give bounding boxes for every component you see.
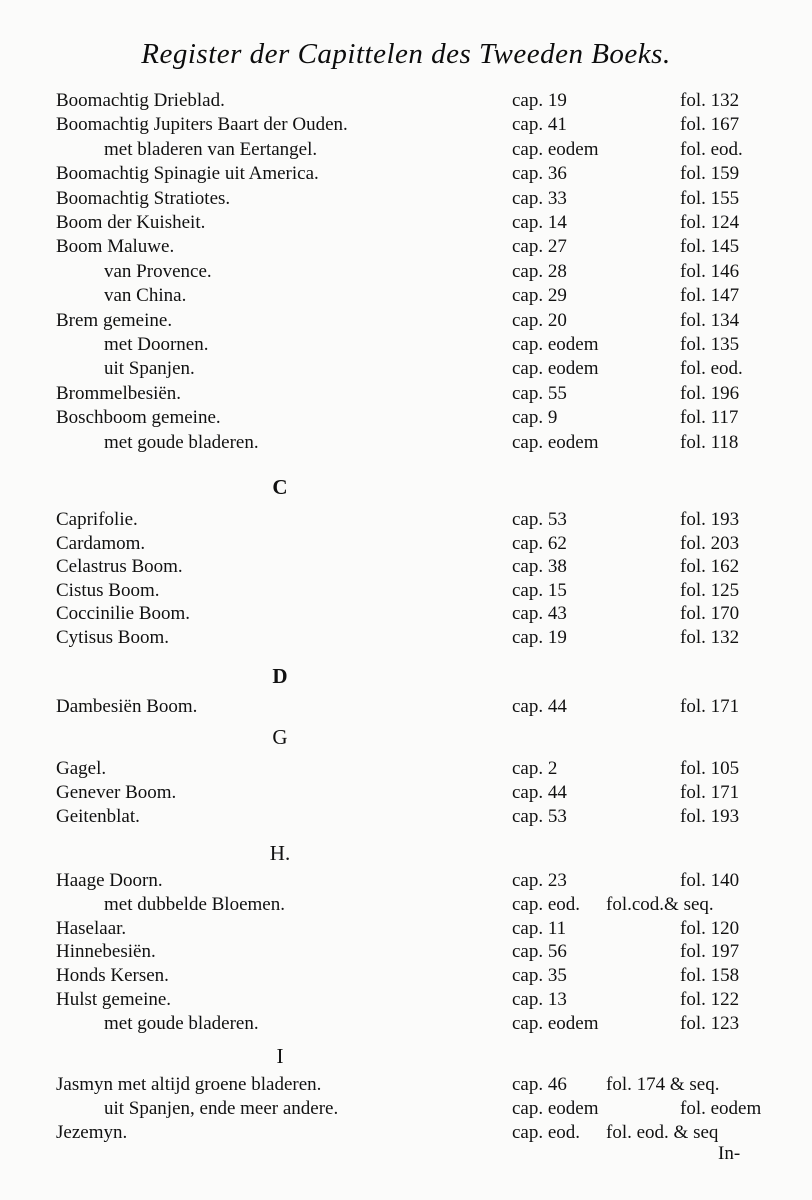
entry-folio: fol. 118: [680, 431, 739, 453]
entry-name: Caprifolie.: [56, 509, 138, 530]
entry-name: met bladeren van Eertangel.: [104, 138, 318, 160]
entry-folio: fol. 146: [680, 260, 740, 282]
entry-name: Gagel.: [56, 758, 107, 779]
entry-folio: fol. 134: [680, 309, 740, 331]
entry-folio: fol. 132: [680, 627, 740, 648]
entry-folio: fol. eod.: [680, 138, 743, 160]
register-entry-row: [0, 602, 812, 626]
register-entry-row: [0, 555, 812, 579]
register-entry-row: [0, 406, 812, 430]
entry-chapter: cap. 53: [512, 806, 567, 828]
register-entry-row: [0, 1121, 812, 1145]
entry-name: met goude bladeren.: [104, 431, 259, 453]
entry-chapter: cap. 56: [512, 941, 567, 963]
entry-chapter: cap. eodem: [512, 431, 599, 453]
entry-name: Geitenblat.: [56, 806, 140, 828]
section-letter-heading: H.: [269, 841, 291, 865]
entry-folio: fol. 203: [680, 532, 740, 554]
entry-folio: fol. 140: [680, 870, 740, 891]
entry-chapter: cap. eod.: [512, 893, 581, 915]
entry-chapter: cap. 23: [512, 870, 567, 891]
entry-folio: fol. 123: [680, 1012, 740, 1034]
entry-name: Jasmyn met altijd groene bladeren.: [56, 1074, 322, 1095]
entry-name: met Doornen.: [104, 334, 209, 355]
register-subentry-row: [0, 284, 812, 308]
entry-name: Genever Boom.: [56, 782, 177, 804]
entry-chapter: cap. 27: [512, 236, 567, 258]
register-entry-row: [0, 869, 812, 893]
page-title: Register der Capittelen des Tweeden Boeks.: [141, 38, 671, 70]
section-letter-heading: G: [272, 725, 288, 749]
entry-chapter: cap. 35: [512, 965, 567, 987]
entry-name: Boomachtig Stratiotes.: [56, 187, 231, 209]
entry-chapter: cap. 53: [512, 509, 567, 530]
entry-chapter: cap. eod.: [512, 1122, 581, 1143]
entry-chapter: cap. 19: [512, 90, 567, 111]
entry-chapter: cap. 9: [512, 407, 558, 429]
entry-folio: fol. 162: [680, 556, 740, 578]
entry-chapter: cap. 44: [512, 782, 567, 804]
entry-folio: fol. 132: [680, 90, 740, 111]
entry-chapter: cap. 38: [512, 556, 567, 578]
register-entry-row: [0, 235, 812, 259]
register-entry-row: [0, 964, 812, 988]
register-subentry-row: [0, 260, 812, 284]
entry-chapter: cap. eodem: [512, 138, 599, 160]
register-entry-row: [0, 917, 812, 941]
entry-folio: fol. 171: [680, 782, 740, 804]
entry-chapter: cap. 46: [512, 1074, 567, 1095]
entry-folio: fol. 125: [680, 579, 740, 601]
entry-folio: fol. 147: [680, 285, 740, 307]
entry-folio: fol. 120: [680, 917, 740, 939]
register-entry-row: [0, 382, 812, 406]
entry-chapter: cap. eodem: [512, 358, 599, 380]
entry-name: van Provence.: [104, 260, 212, 282]
register-entry-row: [0, 162, 812, 186]
entry-chapter: cap. 14: [512, 212, 567, 233]
entry-chapter: cap. 2: [512, 758, 558, 779]
entry-chapter: cap. 20: [512, 309, 567, 331]
entry-name: Coccinilie Boom.: [56, 603, 191, 625]
entry-name: Cistus Boom.: [56, 579, 160, 601]
entry-chapter: cap. 43: [512, 603, 567, 625]
entry-name: Boom Maluwe.: [56, 236, 175, 258]
entry-name: uit Spanjen, ende meer andere.: [104, 1098, 339, 1119]
entry-chapter: cap. eodem: [512, 334, 599, 355]
entry-name: Honds Kersen.: [56, 965, 169, 987]
entry-name: Boom der Kuisheit.: [56, 212, 206, 233]
entry-name: Brommelbesiën.: [56, 382, 182, 404]
entry-folio: fol. 135: [680, 334, 740, 355]
entry-chapter: cap. 62: [512, 532, 567, 554]
entry-name: Haselaar.: [56, 917, 127, 939]
register-entry-row: [0, 757, 812, 781]
register-entry-row: [0, 988, 812, 1012]
entry-folio: fol. 117: [680, 407, 739, 429]
entry-chapter: cap. 33: [512, 187, 567, 209]
entry-chapter: cap. 36: [512, 163, 567, 185]
entry-folio: fol. 171: [680, 696, 740, 717]
entry-folio: fol. 145: [680, 236, 740, 258]
entry-name: Boomachtig Drieblad.: [56, 90, 225, 111]
register-subentry-row: [0, 138, 812, 162]
entry-name: van China.: [104, 285, 187, 307]
entry-folio: fol. 167: [680, 114, 740, 136]
entry-folio: fol. 158: [680, 965, 740, 987]
register-entry-row: [0, 695, 812, 719]
register-subentry-row: [0, 1097, 812, 1121]
entry-chapter: cap. 15: [512, 579, 567, 601]
entry-folio: fol. 193: [680, 509, 740, 530]
entry-chapter: cap. eodem: [512, 1098, 599, 1119]
entry-folio: fol. 124: [680, 212, 740, 233]
section-letter-heading: D: [272, 664, 288, 688]
register-subentry-row: [0, 893, 812, 917]
register-entry-row: [0, 211, 812, 235]
entry-folio: fol. 196: [680, 382, 740, 404]
entry-chapter: cap. 13: [512, 989, 567, 1010]
entry-name: Haage Doorn.: [56, 870, 163, 891]
entry-folio: fol. 174 & seq.: [606, 1074, 720, 1095]
entry-folio: fol. 197: [680, 941, 740, 963]
entry-folio: fol. 155: [680, 187, 740, 209]
entry-chapter: cap. 19: [512, 627, 567, 648]
entry-folio: fol. eod.: [680, 358, 743, 380]
register-entry-row: [0, 579, 812, 603]
entry-name: Hulst gemeine.: [56, 989, 172, 1010]
entry-name: Boomachtig Spinagie uit America.: [56, 163, 319, 185]
entry-chapter: cap. eodem: [512, 1012, 599, 1034]
entry-folio: fol.cod.& seq.: [606, 893, 714, 915]
register-entry-row: [0, 309, 812, 333]
entry-name: Jezemyn.: [56, 1122, 128, 1143]
bleed-through-mark: [74, 1172, 78, 1190]
entry-name: Cytisus Boom.: [56, 627, 169, 648]
entry-folio: fol. 159: [680, 163, 740, 185]
entry-chapter: cap. 41: [512, 114, 567, 136]
entry-name: uit Spanjen.: [104, 358, 195, 380]
entry-name: met goude bladeren.: [104, 1012, 259, 1034]
register-entry-row: [0, 532, 812, 556]
register-subentry-row: [0, 431, 812, 455]
register-entry-row: [0, 1073, 812, 1097]
register-entry-row: [0, 805, 812, 829]
register-entry-row: [0, 89, 812, 113]
register-entry-row: [0, 626, 812, 650]
entry-name: Dambesiën Boom.: [56, 696, 198, 717]
entry-name: Brem gemeine.: [56, 309, 173, 331]
entry-folio: fol. 170: [680, 603, 740, 625]
section-letter-heading: I: [276, 1044, 284, 1068]
register-entry-row: [0, 781, 812, 805]
entry-name: Boomachtig Jupiters Baart der Ouden.: [56, 114, 348, 136]
register-subentry-row: [0, 1012, 812, 1036]
entry-chapter: cap. 44: [512, 696, 567, 717]
register-entry-row: [0, 113, 812, 137]
section-letter-heading: C: [272, 475, 288, 499]
entry-folio: fol. 122: [680, 989, 740, 1010]
entry-chapter: cap. 28: [512, 260, 567, 282]
register-subentry-row: [0, 357, 812, 381]
entry-chapter: cap. 55: [512, 382, 567, 404]
entry-folio: fol. 105: [680, 758, 740, 779]
entry-name: met dubbelde Bloemen.: [104, 893, 285, 915]
register-entry-row: [0, 508, 812, 532]
register-entry-row: [0, 187, 812, 211]
entry-name: Cardamom.: [56, 532, 146, 554]
register-subentry-row: [0, 333, 812, 357]
register-entry-row: [0, 940, 812, 964]
entry-chapter: cap. 29: [512, 285, 567, 307]
entry-name: Celastrus Boom.: [56, 556, 183, 578]
entry-folio: fol. eodem: [680, 1098, 762, 1119]
entry-chapter: cap. 11: [512, 917, 567, 939]
entry-folio: fol. eod. & seq: [606, 1122, 719, 1143]
entry-name: Hinnebesiën.: [56, 941, 156, 963]
entry-folio: fol. 193: [680, 806, 740, 828]
catchword: In-: [718, 1143, 741, 1164]
entry-name: Boschboom gemeine.: [56, 407, 221, 429]
